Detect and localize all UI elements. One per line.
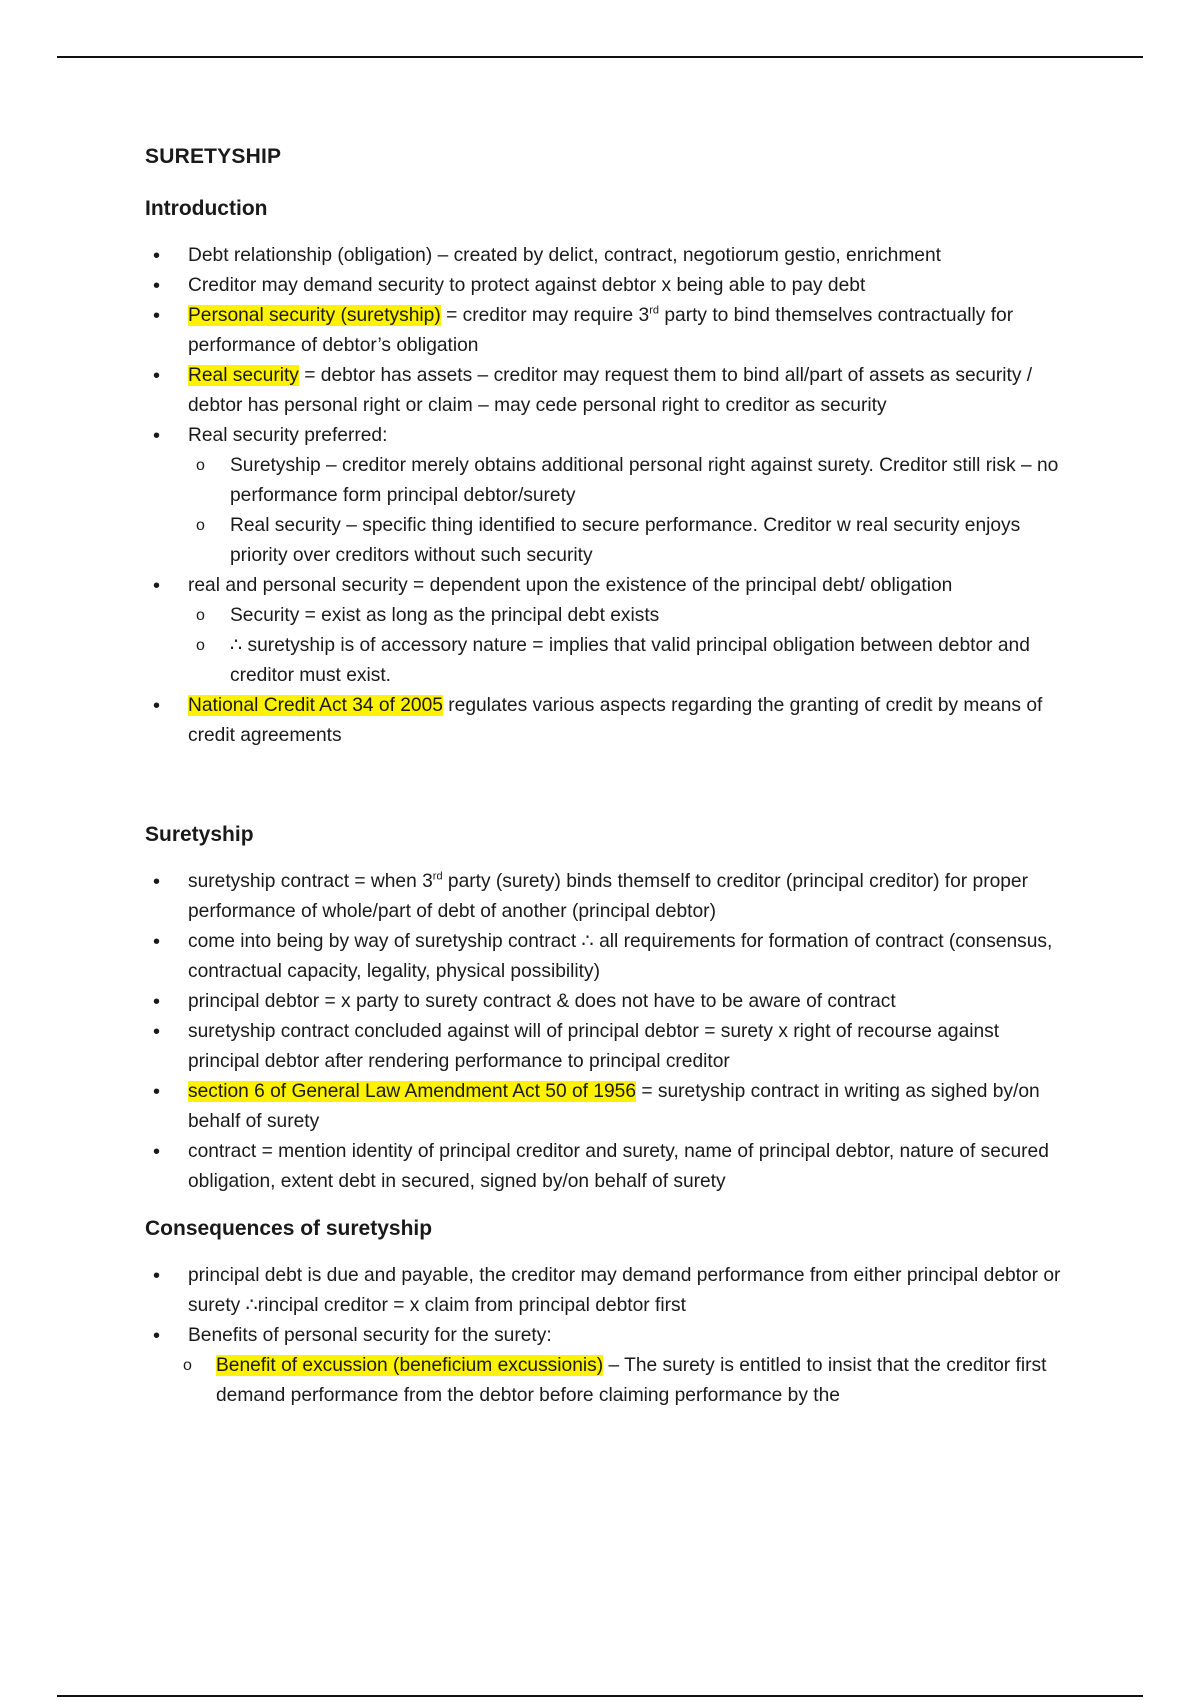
list-item <box>145 301 1065 361</box>
list-item <box>145 987 1065 1017</box>
suretyship-list <box>145 867 1065 1197</box>
list-item-text: = debtor has assets – creditor may request them to bind all/part of assets as security / debtor has personal right or claim – may cede personal right to creditor as security <box>188 365 1033 416</box>
sub-list-item <box>145 451 1065 511</box>
list-item <box>145 1017 1065 1077</box>
highlighted-term: Benefit of excussion (beneficium excussionis) <box>216 1355 604 1376</box>
list-item <box>145 571 1065 691</box>
sub-list-item <box>145 1351 1065 1411</box>
document-title: SURETYSHIP <box>145 145 282 168</box>
list-item <box>145 241 1065 271</box>
list-item <box>145 271 1065 301</box>
list-item <box>145 927 1065 987</box>
sub-list-item <box>145 631 1065 691</box>
list-item-text: = creditor may require 3 <box>440 305 650 326</box>
list-item-text: Security = exist as long as the principal debt exists <box>230 605 660 626</box>
document-body <box>145 145 1065 1411</box>
list-item-text: suretyship contract concluded against will of principal debtor = surety x right of recourse against principal debtor after rendering performance to principal creditor <box>188 1021 1000 1072</box>
list-item-text: contract = mention identity of principal creditor and surety, name of principal debtor, nature of secured obligation, extent debt in secured, signed by/on behalf of surety <box>188 1141 1049 1192</box>
highlighted-term: Personal security (suretyship) <box>188 305 441 326</box>
superscript: rd <box>432 870 443 883</box>
section-heading-suretyship: Suretyship <box>145 823 254 846</box>
highlighted-term: Real security <box>188 365 299 386</box>
list-item <box>145 1321 1065 1411</box>
header-rule <box>57 56 1143 58</box>
list-item-text: = suretyship contract in writing as sighed by/on behalf of surety <box>188 1081 1040 1132</box>
list-item <box>145 421 1065 571</box>
sub-list-item <box>145 601 1065 631</box>
list-item-text: party (surety) binds themself to creditor (principal creditor) for proper performance of whole/part of debt of another (principal debtor) <box>188 871 1028 922</box>
section-heading-consequences: Consequences of suretyship <box>145 1217 433 1240</box>
list-item <box>145 361 1065 421</box>
list-item <box>145 691 1065 751</box>
footer-rule <box>57 1695 1143 1697</box>
list-item-text: Real security preferred: <box>188 425 388 446</box>
list-item-text: ∴ suretyship is of accessory nature = implies that valid principal obligation between debtor and creditor must exist. <box>230 635 1030 686</box>
list-item-text: regulates various aspects regarding the granting of credit by means of credit agreements <box>188 695 1043 746</box>
list-item <box>145 1077 1065 1137</box>
list-item-text: party to bind themselves contractually for performance of debtor’s obligation <box>188 305 1014 356</box>
list-item-text: principal debtor = x party to surety contract & does not have to be aware of contract <box>188 991 896 1012</box>
section-heading-introduction: Introduction <box>145 197 268 220</box>
list-item-text: Debt relationship (obligation) – created by delict, contract, negotiorum gestio, enrichment <box>188 245 941 266</box>
highlighted-term: National Credit Act 34 of 2005 <box>188 695 443 716</box>
highlighted-term: section 6 of General Law Amendment Act 50 of 1956 <box>188 1081 636 1102</box>
list-item-text: – The surety is entitled to insist that the creditor first demand performance from the debtor before claiming performance by the <box>216 1355 1047 1406</box>
sub-list-item <box>145 511 1065 571</box>
list-item-text: real and personal security = dependent upon the existence of the principal debt/ obligation <box>188 575 953 596</box>
list-item-text: Real security – specific thing identified to secure performance. Creditor w real security enjoys priority over creditors without such security <box>230 515 1021 566</box>
consequences-list <box>145 1261 1065 1411</box>
list-item-text: Suretyship – creditor merely obtains additional personal right against surety. Creditor still risk – no performance form principal debtor/surety <box>230 455 1059 506</box>
list-item <box>145 1137 1065 1197</box>
list-item-text: come into being by way of suretyship contract ∴ all requirements for formation of contract (consensus, contractual capacity, legality, physical possibility) <box>188 931 1053 982</box>
introduction-list <box>145 241 1065 751</box>
list-item-text: suretyship contract = when 3 <box>188 871 433 892</box>
list-item <box>145 1261 1065 1321</box>
list-item-text: Benefits of personal security for the surety: <box>188 1325 552 1346</box>
list-item-text: principal debt is due and payable, the creditor may demand performance from either principal debtor or surety ∴rincipal creditor = x claim from principal debtor first <box>188 1265 1061 1316</box>
list-item <box>145 867 1065 927</box>
superscript: rd <box>649 304 660 317</box>
list-item-text: Creditor may demand security to protect against debtor x being able to pay debt <box>188 275 866 296</box>
